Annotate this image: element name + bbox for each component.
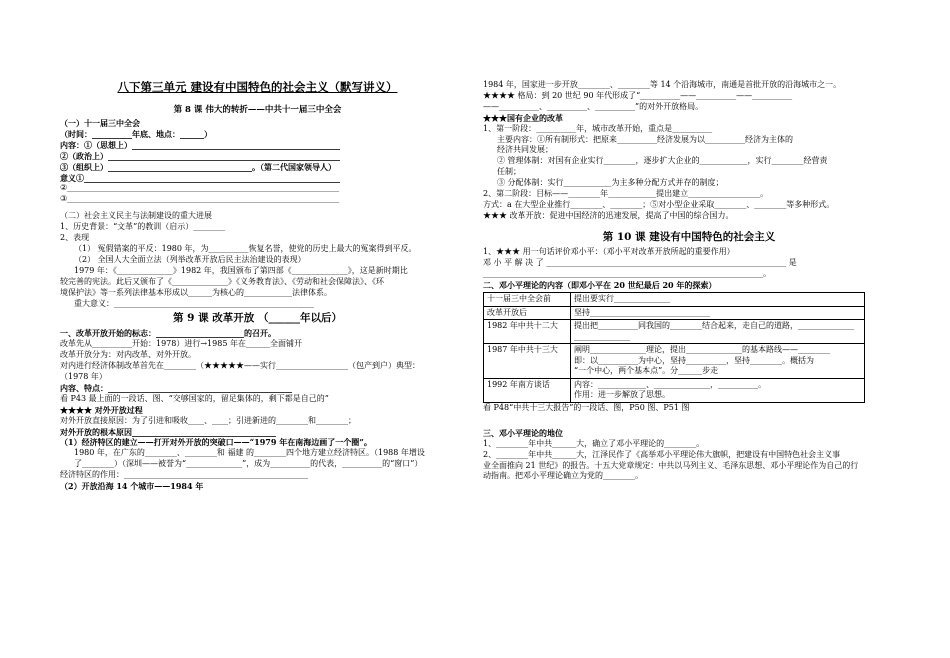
table-row — [484, 344, 865, 379]
text-line: 1984 年，国家进一步开放________、________等 14 个沿海城市，南通是首批开放的沿海城市之一。 — [483, 80, 842, 89]
table-row — [484, 293, 865, 307]
table-note: 看 P48“中共十三大报告”的一段话、图，P50 图、P51 图 — [483, 402, 690, 412]
table-row — [484, 306, 865, 320]
section-heading: 二、邓小平理论的内容（即邓小平在 20 世纪最后 20 年的探索） — [483, 279, 717, 290]
text-line: 1、历史背景：“文革”的教训（启示）________ — [60, 222, 226, 232]
text-line: 对外开放直接原因：为了引进和吸收____、____；引进新进的________和________； — [60, 415, 356, 425]
lesson-8-heading: 第 8 课 伟大的转折——中共十一届三中全会 — [173, 105, 342, 115]
section-heading: 三、邓小平理论的地位 — [483, 427, 563, 438]
text-line: 1、★★★ 用一句话评价邓小平：（邓小平对改革开放所起的重要作用） — [483, 246, 735, 256]
text-line: 改革先从__________开始：1978）进行→1985 年在______全面铺开 — [60, 339, 302, 349]
text-line: （2） 全国人大全面立法（列举改革开放后民主法治建设的表现） — [74, 254, 306, 264]
unit-title: 八下第三单元 建设有中国特色的社会主义（默写讲义） — [117, 80, 398, 94]
text-line: （1）经济特区的建立——打开对外开放的突破口——“1979 年在南海边画了一个圈”。 — [60, 437, 372, 448]
text-line: 重大意义：__________________________________________________ — [74, 298, 314, 308]
table-cell-stage: 1992 年南方谈话 — [484, 378, 571, 402]
text-line: ② 管理体制：对国有企业实行________，逐步扩大企业的____________，实行________经营责 — [497, 156, 828, 166]
section-heading: ★★★国有企业的改革 — [483, 112, 563, 123]
section-heading: （一）十一届三中全会 — [60, 118, 140, 128]
table-cell-content: 内容：____________、______________，__________。 作用：进一步解放了思想。 — [571, 378, 865, 402]
text-line: 动指南。把邓小平理论确立为党的________。 — [483, 471, 643, 481]
text-line: 经济特区的作用：______________________________________________ — [60, 470, 308, 480]
text-line: ③ 分配体制：实行____________为主多种分配方式并存的制度； — [497, 178, 724, 188]
text-line: 改革开放分为：对内改革、对外开放。 — [60, 350, 196, 360]
text-line: ——__________、__________、__________”的对外开放格局。 — [483, 101, 704, 111]
text-line: 方式：a 在大型企业推行________、________；⑤对小型企业采取________、________等多种形式。 — [483, 199, 835, 209]
text-line: 1、________年中共______大，确立了邓小平理论的________。 — [483, 438, 705, 448]
text-line: ______________________________________________________________________。 — [483, 268, 771, 278]
text-line: 内容：①（思想上）____________________________________________________ — [60, 139, 340, 150]
text-line: ★★★★ 对外开放过程 — [60, 404, 143, 415]
text-line: 较完善的宪法。此后又颁布了《______________》《义务教育法》、《劳动和社会保障法》、《环 — [60, 276, 384, 286]
table-cell-stage: 1987 年中共十三大 — [484, 344, 571, 379]
left-column — [60, 80, 455, 492]
text-line: 业全面推向 21 世纪》的报告。十五大党章规定：中共以马列主义、毛泽东思想、邓小平理论作为自己的行 — [483, 460, 859, 470]
text-line: 主要内容：①所有制形式：把原来__________经济发展为以__________经济为主体的 — [497, 134, 793, 144]
text-line: 经济共同发展； — [497, 145, 553, 155]
text-line: ②____________________________________________________________________ — [60, 183, 340, 193]
text-line: 对内进行经济体制改革首先在________（★★★★★——实行__________________（包产到户）典型： — [60, 361, 420, 371]
table-cell-stage: 改革开放后 — [484, 306, 571, 320]
text-line: 1979 年：《______________》1982 年，我国颁布了第四部《______________》，这是新时期比 — [74, 265, 408, 275]
theory-table — [483, 292, 865, 403]
table-cell-content: 阐明______________理论，提出______________的基本路线——________ 即：以__________为中心，坚持__________，坚持________。概括为 “一个中心，两个基本点”。分______步走 — [571, 344, 865, 379]
text-line: 了________）（深圳——被誉为“______________”，成为__________的代表，__________的“窗口”） — [74, 459, 423, 469]
section-heading: （二）社会主义民主与法制建设的重大进展 — [60, 211, 212, 221]
text-line: ★★★ 改革开放：促进中国经济的迅速发展，提高了中国的综合国力。 — [483, 210, 734, 220]
table-cell-content: 提出要实行______________ — [571, 293, 865, 307]
table-cell-stage: 1982 年中共十二大 — [484, 320, 571, 344]
text-line: 2、________年中共______大，江泽民作了《高举邓小平理论伟大旗帜，把建设有中国特色社会主义事 — [483, 449, 841, 459]
text-line: （1978 年） — [60, 372, 107, 382]
text-line: 1980 年，在广东的________、________和 福建 的________四个地方建立经济特区。（1988 年增设 — [74, 448, 425, 458]
text-line: ★★★★ 格局：到 20 世纪 90 年代形成了“__________——__________——__________ — [483, 90, 793, 100]
text-line: 境保护法》等一系列法律基本形成以______为核心的____________法律体系。 — [60, 287, 332, 297]
text-line: 内容、特点：______________________________________________ — [60, 382, 292, 393]
table-cell-content: 提出把__________同我国的________结合起来，走自己的道路，______________ ______________ — [571, 320, 865, 344]
text-line: ③____________________________________________________________________ — [60, 194, 340, 204]
text-line: 2、第二阶段：目标——________年____________提出建立__________________。 — [483, 189, 769, 199]
text-line: 2、表现 — [60, 233, 90, 243]
lesson-9-heading: 第 9 课 改革开放 （______年以后） — [173, 312, 342, 325]
text-line: （时间：__________年底、地点：______） — [60, 128, 212, 139]
right-column — [483, 80, 895, 482]
text-line: （1） 冤假错案的平反：1980 年，为__________恢复名誉，使党的历史上最大的冤案得到平反。 — [74, 243, 417, 253]
text-line: 1、第一阶段：__________年，城市改革开始，重点是__________ — [483, 123, 713, 133]
text-line: 看 P43 最上面的一段话、图、“交够国家的，留足集体的，剩下都是自己的” — [60, 393, 329, 403]
text-line: 意义①________________________________________________________________ — [60, 172, 340, 183]
text-line: 一、改革开放开始的标志：______________________的召开。 — [60, 328, 276, 339]
text-line: 邓 小 平 解 决 了 ____________________________________________________________ 是 — [483, 257, 797, 267]
text-line: 对外开放的根本原因____________________________________ — [60, 426, 276, 437]
table-row — [484, 378, 865, 402]
text-line: 任制； — [497, 167, 521, 177]
table-cell-stage: 十一届三中全会前 — [484, 293, 571, 307]
text-line: （2）开放沿海 14 个城市——1984 年 — [60, 481, 204, 492]
table-cell-content: 坚持______________________________ — [571, 306, 865, 320]
lesson-10-heading: 第 10 课 建设有中国特色的社会主义 — [602, 230, 776, 243]
text-line: ②（政治上）__________________________________________________________ — [60, 150, 340, 161]
table-row — [484, 320, 865, 344]
text-line: ③（组织上）____________________________________。（第二代国家领导人） — [60, 161, 336, 172]
